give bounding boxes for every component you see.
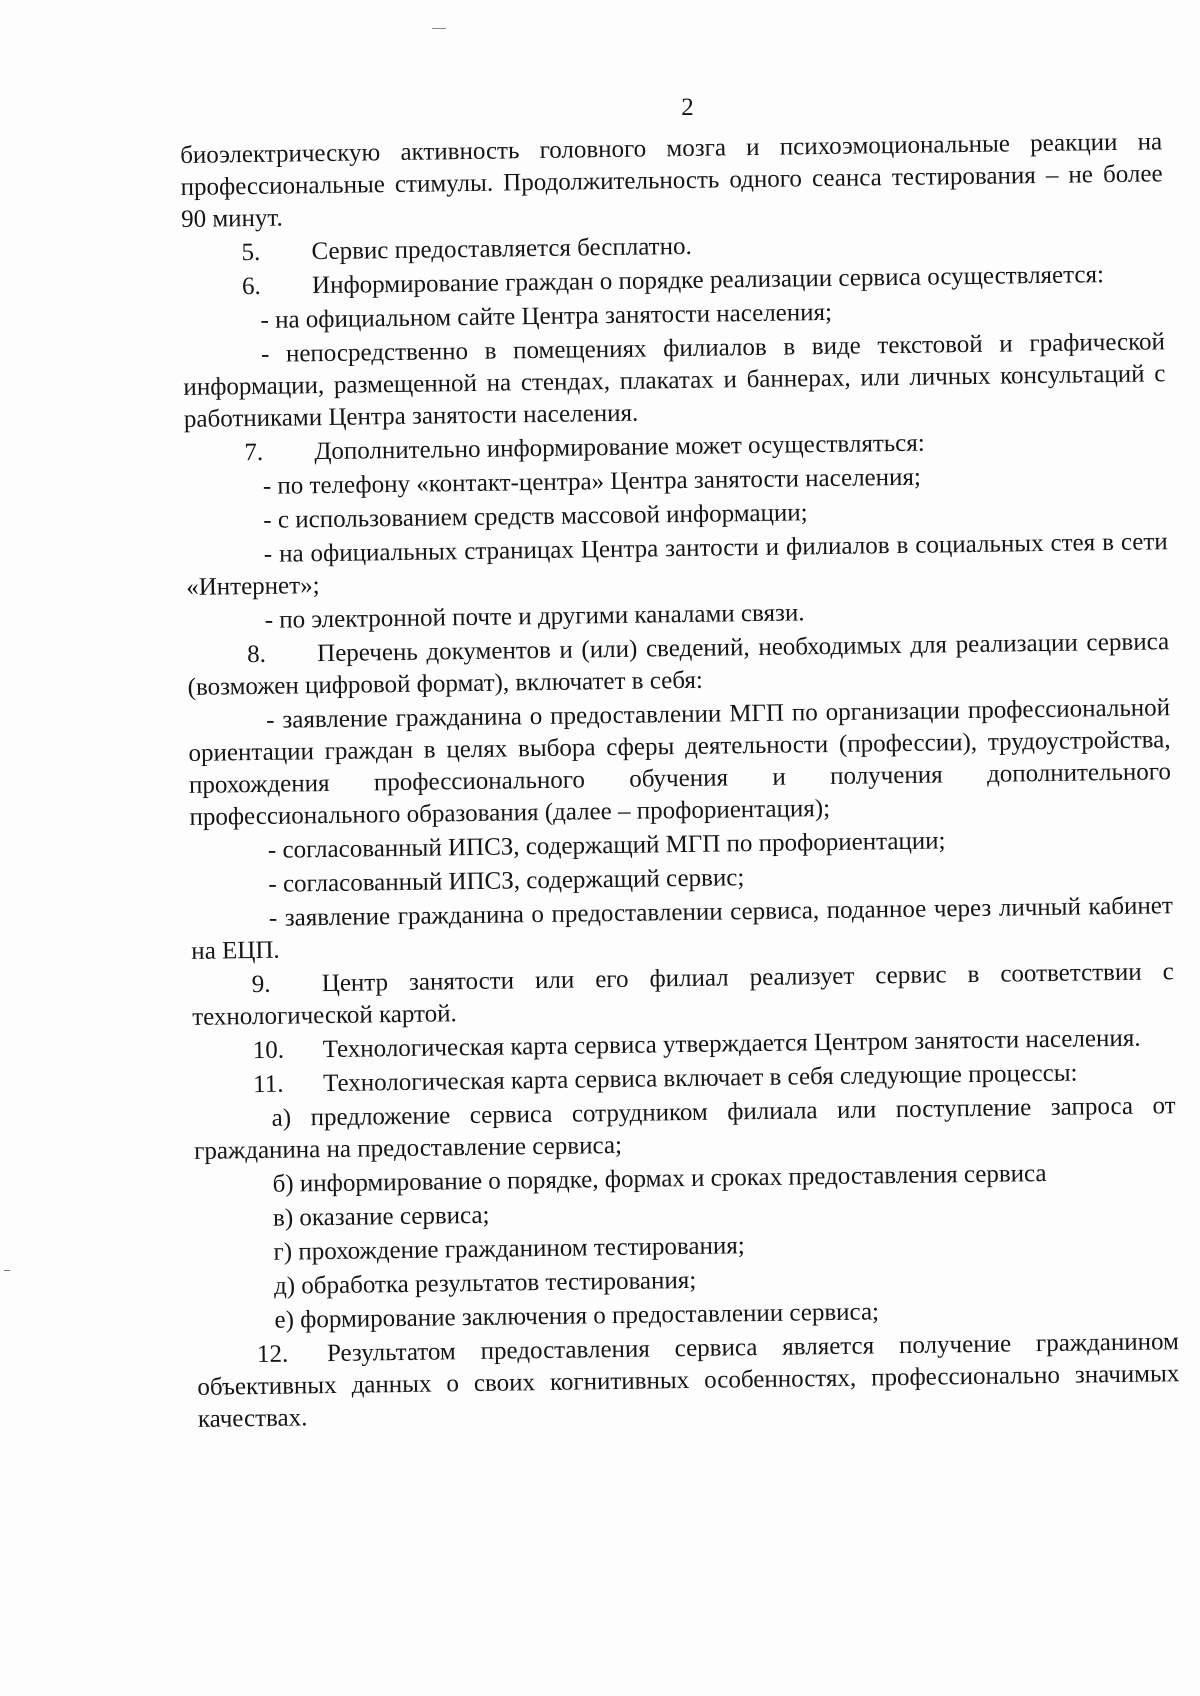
- numbered-paragraph: [187, 626, 1170, 704]
- item-text: Результатом предоставления сервиса является получение гражданином объективных данных о своих когнитивных особенностях, профессионально значимых качествах.: [197, 1328, 1180, 1433]
- item-number: 7.: [244, 438, 264, 467]
- scan-mark: [4, 1270, 10, 1271]
- item-number: 6.: [241, 272, 261, 301]
- list-item: - с использованием средств массовой информации;: [263, 499, 808, 534]
- list-item: - согласованный ИПСЗ, содержащий МГП по профориентации;: [267, 827, 946, 864]
- list-item: - заявление гражданина о предоставлении МГП по организации профессиональной ориентации граждан в целях выбора сферы деятельности (профессии), трудоустройства, прохождения профессионального обучения и получения дополнительного профессионального образования (далее – профориентация);: [188, 694, 1172, 831]
- item-text: Технологическая карта сервиса включает в себя следующие процессы:: [323, 1059, 1078, 1098]
- item-number: 9.: [251, 970, 271, 999]
- item-number: 10.: [252, 1036, 285, 1065]
- list-item: г) прохождение гражданином тестирования;: [273, 1232, 745, 1266]
- page-number: 2: [681, 94, 694, 121]
- list-item: е) формирование заключения о предоставлении сервиса;: [274, 1298, 880, 1334]
- item-text: Центр занятости или его филиал реализует сервис в соответствии с технологической картой.: [192, 958, 1174, 1031]
- item-number: 8.: [247, 640, 267, 669]
- list-item: в) оказание сервиса;: [272, 1201, 490, 1232]
- numbered-paragraph: [197, 1326, 1180, 1436]
- item-text: Информирование граждан о порядке реализации сервиса осуществляется:: [311, 261, 1105, 300]
- list-item: - непосредственно в помещениях филиалов в виде текстовой и графической информации, размещенной на стендах, плакатах и баннерах, или личных консультаций с работниками Центра занятости населения.: [183, 328, 1166, 433]
- list-item: б) информирование о порядке, формах и сроках предоставления сервиса: [272, 1160, 1047, 1198]
- list-item: - по телефону «контакт-центра» Центра занятости населения;: [262, 463, 922, 500]
- list-item: - согласованный ИПСЗ, содержащий сервис;: [268, 864, 745, 898]
- scan-mark: [432, 28, 446, 29]
- list-item: а) предложение сервиса сотрудником филиала или поступление запроса от гражданина на предоставление сервиса;: [193, 1092, 1176, 1165]
- item-number: 12.: [256, 1340, 289, 1369]
- item-number: 5.: [241, 238, 261, 267]
- list-item: д) обработка результатов тестирования;: [273, 1266, 697, 1300]
- list-item: - на официальном сайте Центра занятости населения;: [260, 298, 833, 334]
- document-body: [180, 126, 1180, 1436]
- list-item: - заявление гражданина о предоставлении сервиса, поданное через личный кабинет на ЕЦП.: [191, 892, 1173, 965]
- list-item: - по электронной почте и другими каналами связи.: [264, 599, 805, 634]
- item-text: Сервис предоставляется бесплатно.: [311, 232, 692, 266]
- item-text: Дополнительно информирование может осуществляться:: [314, 429, 925, 466]
- list-item: - на официальных страницах Центра зантости и филиалов в социальных стея в сети «Интернет»;: [186, 528, 1168, 601]
- item-text: Перечень документов и (или) сведений, необходимых для реализации сервиса (возможен цифровой формат), включатет в себя:: [187, 628, 1170, 701]
- numbered-paragraph: [192, 956, 1175, 1034]
- paragraph: биоэлектрическую активность головного мозга и психоэмоциональные реакции на профессиональные стимулы. Продолжительность одного сеанса тестирования – не более 90 минут.: [180, 128, 1163, 233]
- item-number: 11.: [253, 1070, 284, 1099]
- item-text: Технологическая карта сервиса утверждается Центром занятости населения.: [322, 1024, 1141, 1064]
